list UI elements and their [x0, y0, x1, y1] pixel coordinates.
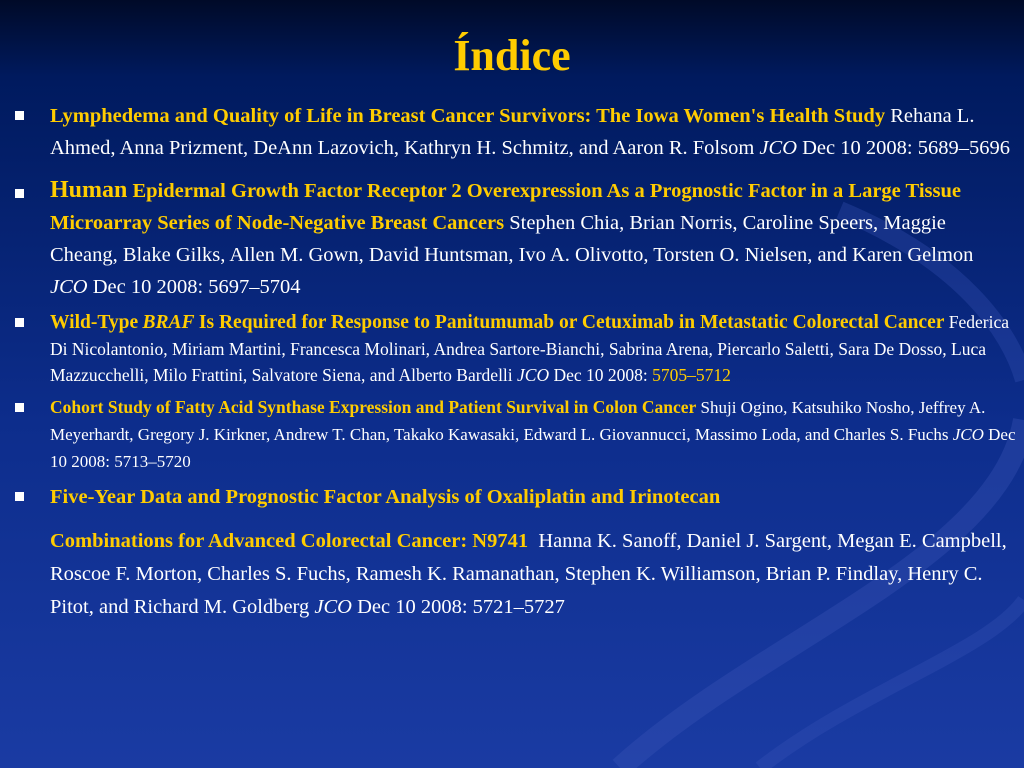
article-title-lead: Human [50, 177, 128, 203]
article-date: Dec 10 2008: [357, 596, 468, 618]
article-title-pre: Wild-Type [50, 312, 139, 333]
square-bullet-icon [15, 492, 24, 501]
article-pages: 5697–5704 [208, 276, 301, 298]
article-title-gene: BRAF [142, 312, 195, 333]
reference-item [12, 394, 1016, 475]
article-authors: Hanna K. Sanoff, Daniel J. Sargent, Megan E. Campbell, Roscoe F. Morton, Charles S. Fuchs, Ramesh K. Ramanathan, Stephen K. Williamson, Brian P. Findlay, Henry C. Pitot, and Richard M. Goldberg [50, 530, 1007, 618]
article-authors: Rehana L. Ahmed, Anna Prizment, DeAnn Lazovich, Kathryn H. Schmitz, and Aaron R. Folsom [50, 105, 975, 159]
reference-item [12, 481, 1016, 624]
article-title-post: Is Required for Response to Panitumumab or Cetuximab in Metastatic Colorectal Cancer [198, 312, 945, 333]
article-title-line1: Five-Year Data and Prognostic Factor Analysis of Oxaliplatin and Irinotecan [50, 486, 721, 508]
reference-item [12, 309, 1016, 388]
square-bullet-icon [15, 189, 24, 198]
reference-item [12, 174, 1016, 303]
slide-title: Índice [453, 31, 571, 80]
article-date: Dec 10 2008: [50, 425, 1016, 471]
article-date: Dec 10 2008: [802, 137, 913, 159]
article-title: Epidermal Growth Factor Receptor 2 Overexpression As a Prognostic Factor in a Large Tissue Microarray Series of Node-Negative Breast Cancers [50, 180, 961, 234]
article-title: Lymphedema and Quality of Life in Breast Cancer Survivors: The Iowa Women's Health Study [50, 105, 886, 127]
journal-name: JCO [314, 596, 352, 618]
article-title: Cohort Study of Fatty Acid Synthase Expression and Patient Survival in Colon Cancer [50, 397, 697, 417]
article-authors: Stephen Chia, Brian Norris, Caroline Speers, Maggie Cheang, Blake Gilks, Allen M. Gown, David Huntsman, Ivo A. Olivotto, Torsten O. Nielsen, and Karen Gelmon [50, 212, 974, 266]
square-bullet-icon [15, 111, 24, 120]
square-bullet-icon [15, 318, 24, 327]
journal-name: JCO [50, 276, 88, 298]
journal-name: JCO [517, 365, 550, 385]
journal-name: JCO [952, 425, 984, 444]
article-authors: Federica Di Nicolantonio, Miriam Martini, Francesca Molinari, Andrea Sartore-Bianchi, Sabrina Arena, Piercarlo Saletti, Sara De Dosso, Luca Mazzucchelli, Milo Frattini, Salvatore Siena, and Alberto Bardelli [50, 312, 1010, 385]
square-bullet-icon [15, 403, 24, 412]
article-pages: 5713–5720 [114, 452, 191, 471]
article-authors: Shuji Ogino, Katsuhiko Nosho, Jeffrey A. Meyerhardt, Gregory J. Kirkner, Andrew T. Chan, Takako Kawasaki, Edward L. Giovannucci, Massimo Loda, and Charles S. Fuchs [50, 398, 986, 444]
article-date: Dec 10 2008: [92, 276, 204, 298]
article-pages: 5705–5712 [652, 365, 731, 385]
article-pages: 5721–5727 [472, 596, 565, 618]
journal-name: JCO [759, 137, 797, 159]
reference-item [12, 100, 1016, 164]
article-title-line2: Combinations for Advanced Colorectal Cancer: N9741 [50, 530, 529, 552]
article-date: Dec 10 2008: [553, 365, 648, 385]
article-pages: 5689–5696 [917, 137, 1010, 159]
reference-list [12, 100, 1016, 624]
